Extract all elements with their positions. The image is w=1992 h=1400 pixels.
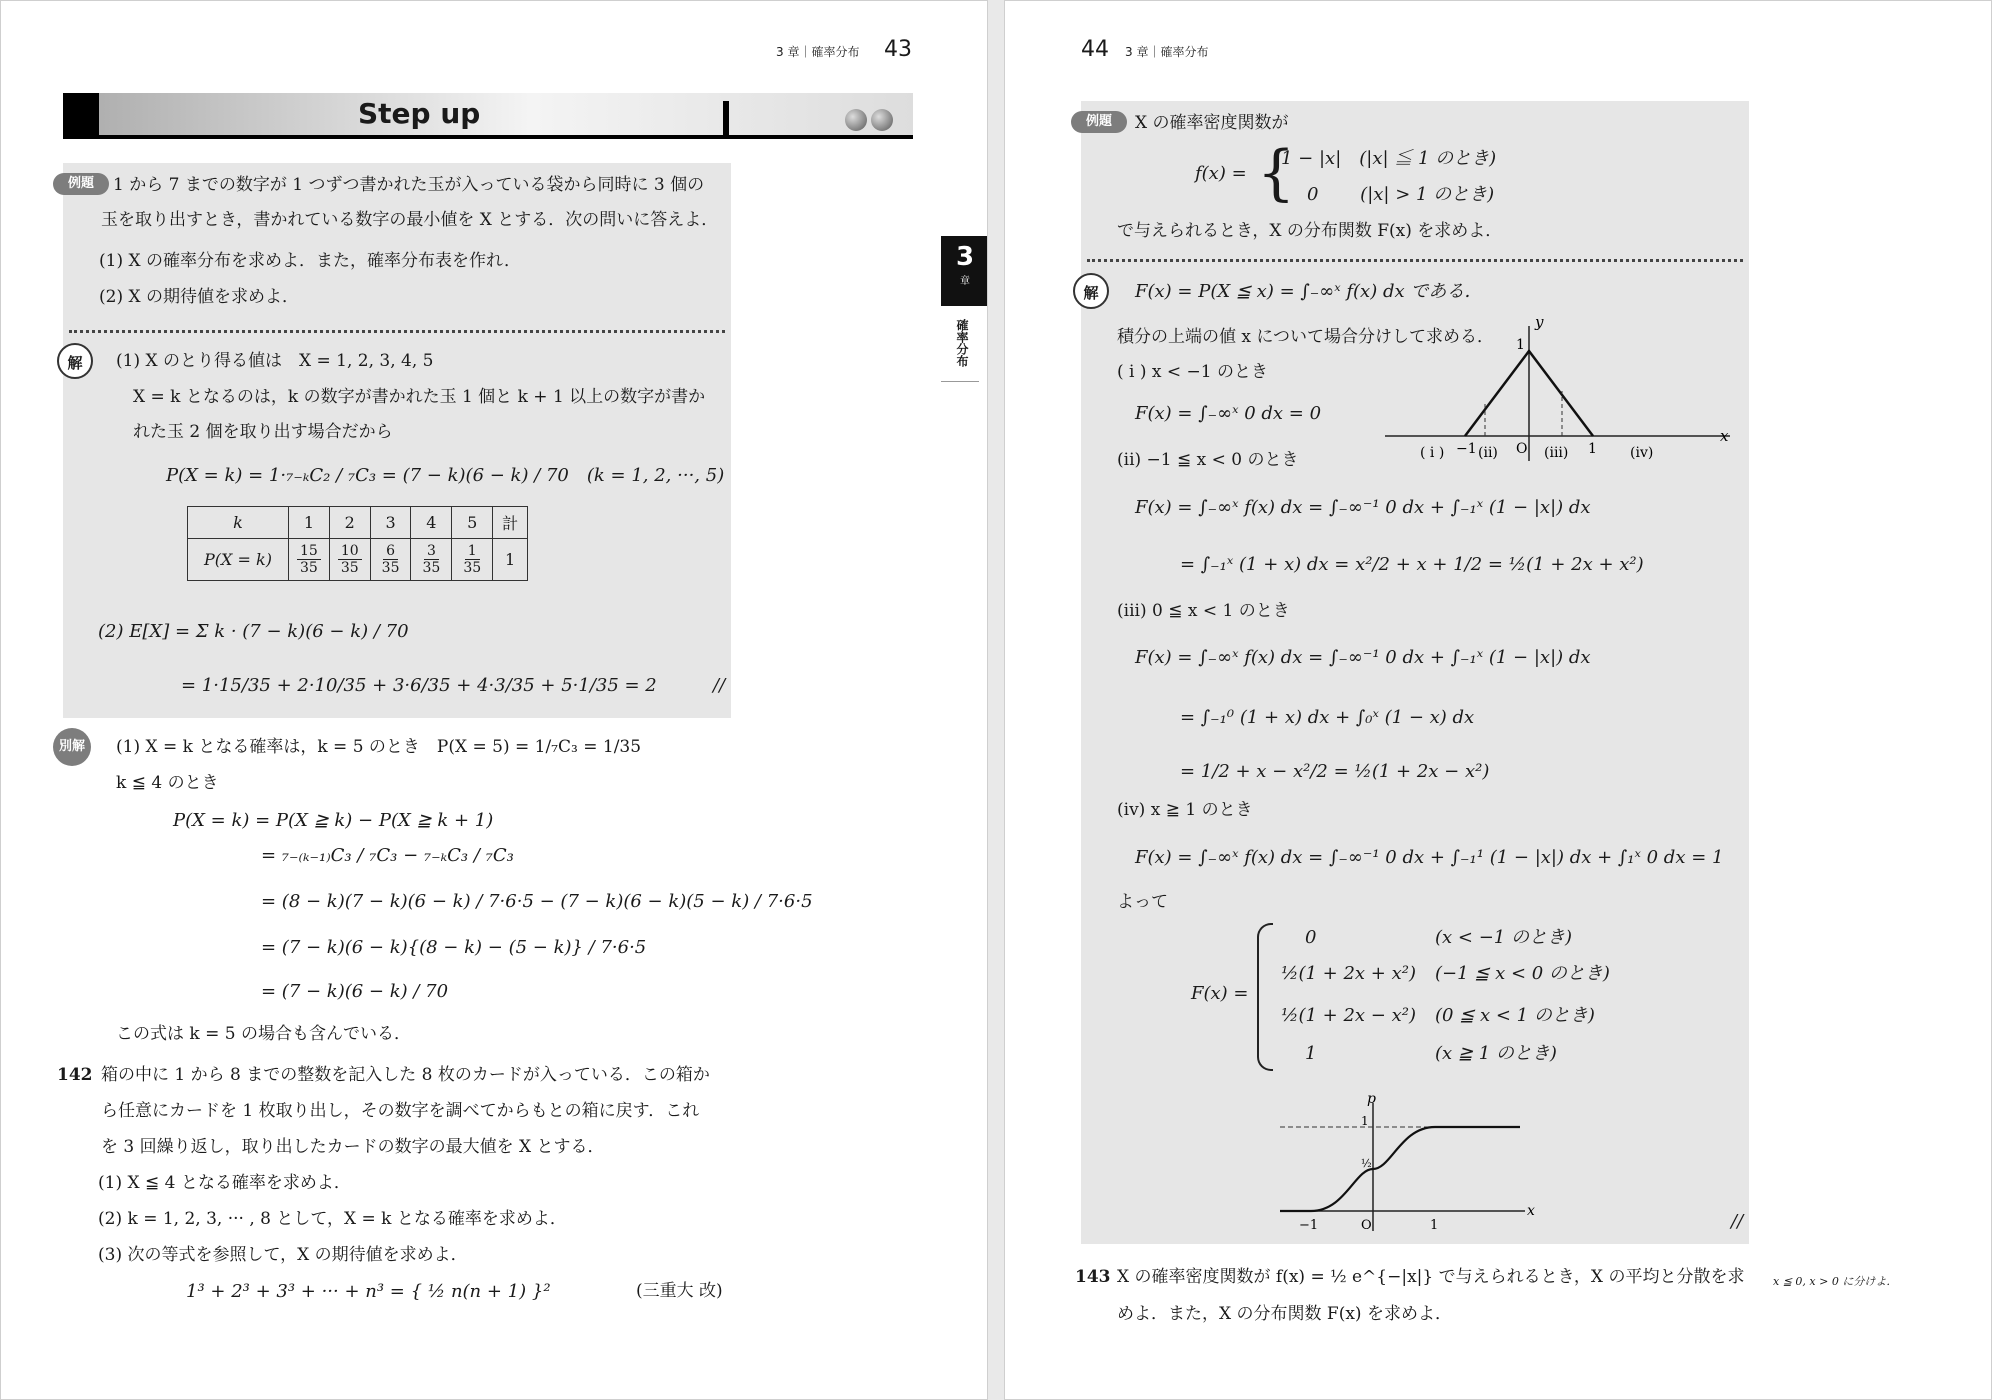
separator: [69, 330, 725, 333]
end-mark: //: [1731, 1211, 1744, 1232]
problem-question: (2) k = 1, 2, 3, ··· , 8 として，X = k となる確率を求めよ．: [98, 1209, 567, 1229]
tab-rule: [941, 381, 979, 382]
solution-text: 積分の上端の値 x について場合分けして求める．: [1117, 327, 1495, 347]
Fx-case-condition: (−1 ≦ x < 0 のとき): [1435, 963, 1610, 984]
alt-solution-text: (1) X = k となる確率は，k = 5 のとき P(X = 5) = 1/₇C₃ = 1/35: [116, 737, 642, 757]
table-cell: 2: [329, 507, 370, 539]
tick-label: 1: [1588, 441, 1597, 457]
example-text: で与えられるとき，X の分布関数 F(x) を求めよ．: [1117, 221, 1503, 241]
decor-ball: [871, 109, 893, 131]
brace: {: [1257, 138, 1296, 208]
separator: [1087, 259, 1743, 262]
running-header: 3 章｜確率分布: [776, 45, 860, 59]
problem-text: 箱の中に 1 から 8 までの整数を記入した 8 枚のカードが入っている．この箱か: [101, 1065, 710, 1085]
case-heading: (iv) x ≧ 1 のとき: [1117, 800, 1253, 820]
page-number: 43: [884, 37, 912, 62]
solution-text: X = k となるのは，k の数字が書かれた玉 1 個と k + 1 以上の数字が書か: [133, 387, 706, 407]
brace: [1257, 923, 1273, 1071]
problem-text: ら任意にカードを 1 枚取り出し，その数字を調べてからもとの箱に戻す．これ: [101, 1101, 700, 1121]
problem-question: (1) X ≦ 4 となる確率を求めよ．: [98, 1173, 351, 1193]
density-graph: [1380, 311, 1740, 471]
table-cell: 1: [493, 539, 528, 581]
region-label: ( i ): [1420, 445, 1445, 461]
table-cell: 4: [411, 507, 452, 539]
Fx-label: F(x) =: [1191, 983, 1249, 1004]
example-question: (1) X の確率分布を求めよ．また，確率分布表を作れ．: [99, 251, 522, 271]
tick-label: ½: [1361, 1157, 1372, 1170]
fx-label: f(x) =: [1195, 163, 1247, 184]
case-equation: F(x) = ∫₋∞ˣ f(x) dx = ∫₋∞⁻¹ 0 dx + ∫₋₁ˣ (1 − |x|) dx: [1135, 497, 1591, 518]
case-equation: F(x) = ∫₋∞ˣ 0 dx = 0: [1135, 403, 1322, 424]
example-question: (2) X の期待値を求めよ．: [99, 287, 299, 307]
table-cell: P(X = k): [188, 539, 289, 581]
fx-case: 0 (|x| > 1 のとき): [1307, 184, 1495, 205]
case-equation: = 1/2 + x − x²/2 = ½(1 + 2x − x²): [1180, 761, 1490, 782]
problem-text: を 3 回繰り返し，取り出したカードの数字の最大値を X とする．: [101, 1137, 605, 1157]
example-badge: 例題: [53, 173, 109, 195]
alt-equation: = ₇₋₍ₖ₋₁₎C₃ / ₇C₃ − ₇₋ₖC₃ / ₇C₃: [261, 845, 514, 866]
example-text: 玉を取り出すとき，書かれている数字の最小値を X とする．次の問いに答えよ．: [101, 210, 719, 230]
table-row: [188, 539, 528, 581]
table-cell: $\frac{1}{35}$: [452, 539, 493, 581]
tick-label: 1: [1361, 1114, 1369, 1128]
probability-table: [187, 506, 528, 581]
running-header: 3 章｜確率分布: [1125, 45, 1209, 59]
banner-title: Step up: [358, 97, 481, 130]
x-label: x: [1527, 1203, 1535, 1219]
alt-solution-text: k ≦ 4 のとき: [116, 773, 219, 793]
right-page: [1004, 0, 1992, 1400]
origin-label: O: [1516, 441, 1528, 457]
table-cell: $\frac{10}{35}$: [329, 539, 370, 581]
problem-number: 142: [57, 1065, 93, 1085]
page-number: 44: [1081, 37, 1109, 62]
problem-hint: x ≦ 0, x > 0 に分けよ．: [1773, 1275, 1898, 1288]
region-label: (ii): [1478, 445, 1498, 461]
table-cell: $\frac{3}{35}$: [411, 539, 452, 581]
alt-note: この式は k = 5 の場合も含んでいる．: [116, 1024, 411, 1044]
tick-label: 1: [1516, 337, 1525, 353]
solution-badge: 解: [1073, 273, 1109, 309]
table-cell: $\frac{6}{35}$: [370, 539, 411, 581]
region-label: (iv): [1630, 445, 1654, 461]
banner-block: [63, 93, 99, 137]
banner-bar: [723, 101, 729, 137]
example-text: 1 から 7 までの数字が 1 つずつ書かれた玉が入っている袋から同時に 3 個の: [113, 175, 705, 195]
case-equation: = ∫₋₁ˣ (1 + x) dx = x²/2 + x + 1/2 = ½(1 + 2x + x²): [1180, 554, 1644, 575]
alt-equation: P(X = k) = P(X ≧ k) − P(X ≧ k + 1): [173, 810, 494, 831]
case-equation: = ∫₋₁⁰ (1 + x) dx + ∫₀ˣ (1 − x) dx: [1180, 707, 1475, 728]
table-cell: 5: [452, 507, 493, 539]
expectation-equation: (2) E[X] = Σ k · (7 − k)(6 − k) / 70: [98, 621, 409, 642]
solution-text: F(x) = P(X ≦ x) = ∫₋∞ˣ f(x) dx である．: [1135, 281, 1483, 302]
chapter-label: 章: [960, 276, 970, 287]
alt-equation: = (7 − k)(6 − k) / 70: [261, 981, 449, 1002]
expectation-result: = 1·15/35 + 2·10/35 + 3·6/35 + 4·3/35 + 5·1/35 = 2: [181, 675, 657, 696]
solution-text: (1) X のとり得る値は X = 1, 2, 3, 4, 5: [116, 351, 434, 371]
solution-badge: 解: [57, 343, 93, 379]
example-box: [1081, 101, 1749, 1244]
problem-text: X の確率密度関数が f(x) = ½ e^{−|x|} で与えられるとき，X の平均と分散を求: [1117, 1267, 1745, 1287]
region-label: (iii): [1544, 445, 1569, 461]
problem-equation: 1³ + 2³ + 3³ + ··· + n³ = { ½ n(n + 1) }²: [186, 1281, 551, 1302]
Fx-case-value: ½(1 + 2x − x²): [1281, 1005, 1416, 1026]
banner-rule: [63, 135, 913, 139]
tick-label: 1: [1430, 1218, 1439, 1233]
fx-case: 1 − |x| (|x| ≦ 1 のとき): [1281, 148, 1497, 169]
Fx-case-value: 1: [1305, 1043, 1317, 1064]
problem-question: (3) 次の等式を参照して，X の期待値を求めよ．: [98, 1245, 468, 1265]
case-equation: F(x) = ∫₋∞ˣ f(x) dx = ∫₋∞⁻¹ 0 dx + ∫₋₁¹ (1 − |x|) dx + ∫₁ˣ 0 dx = 1: [1135, 847, 1724, 868]
table-cell: $\frac{15}{35}$: [289, 539, 330, 581]
alt-equation: = (7 − k)(6 − k){(8 − k) − (5 − k)} / 7·6·5: [261, 937, 647, 958]
y-label: y: [1535, 313, 1544, 331]
table-cell: 3: [370, 507, 411, 539]
solution-text: れた玉 2 個を取り出す場合だから: [133, 422, 393, 442]
case-equation: F(x) = ∫₋∞ˣ f(x) dx = ∫₋∞⁻¹ 0 dx + ∫₋₁ˣ (1 − |x|) dx: [1135, 647, 1591, 668]
end-mark: //: [713, 675, 726, 696]
tick-label: −1: [1456, 441, 1477, 457]
example-text: X の確率密度関数が: [1135, 113, 1289, 133]
chapter-title: 確率分布: [955, 319, 969, 367]
conclusion-text: よって: [1117, 892, 1168, 912]
probability-equation: P(X = k) = 1·₇₋ₖC₂ / ₇C₃ = (7 − k)(6 − k) / 70 (k = 1, 2, ···, 5): [166, 465, 725, 486]
banner: [63, 93, 913, 137]
case-heading: (iii) 0 ≦ x < 1 のとき: [1117, 601, 1290, 621]
case-heading: (ii) −1 ≦ x < 0 のとき: [1117, 450, 1299, 470]
x-label: x: [1720, 427, 1729, 445]
chapter-number: 3: [955, 242, 975, 272]
table-cell: 1: [289, 507, 330, 539]
cdf-curve: [1280, 1127, 1520, 1211]
case-heading: ( i ) x < −1 のとき: [1117, 362, 1269, 382]
problem-text: めよ．また，X の分布関数 F(x) を求めよ．: [1117, 1304, 1452, 1324]
p-label: p: [1367, 1091, 1376, 1107]
left-page: [0, 0, 988, 1400]
Fx-case-value: 0: [1305, 927, 1317, 948]
alt-equation: = (8 − k)(7 − k)(6 − k) / 7·6·5 − (7 − k)(6 − k)(5 − k) / 7·6·5: [261, 891, 813, 912]
table-row: [188, 507, 528, 539]
distribution-graph: [1275, 1091, 1555, 1241]
example-badge: 例題: [1071, 111, 1127, 133]
table-cell: 計: [493, 507, 528, 539]
chapter-tab: [941, 236, 988, 306]
Fx-case-condition: (x < −1 のとき): [1435, 927, 1572, 948]
tick-label: −1: [1299, 1218, 1319, 1233]
Fx-case-condition: (0 ≦ x < 1 のとき): [1435, 1005, 1595, 1026]
table-cell: k: [188, 507, 289, 539]
decor-ball: [845, 109, 867, 131]
problem-number: 143: [1075, 1267, 1111, 1287]
alt-solution-badge: 別解: [53, 728, 91, 766]
problem-source: (三重大 改): [636, 1281, 723, 1301]
origin-label: O: [1361, 1218, 1372, 1233]
Fx-case-condition: (x ≧ 1 のとき): [1435, 1043, 1557, 1064]
Fx-case-value: ½(1 + 2x + x²): [1281, 963, 1416, 984]
